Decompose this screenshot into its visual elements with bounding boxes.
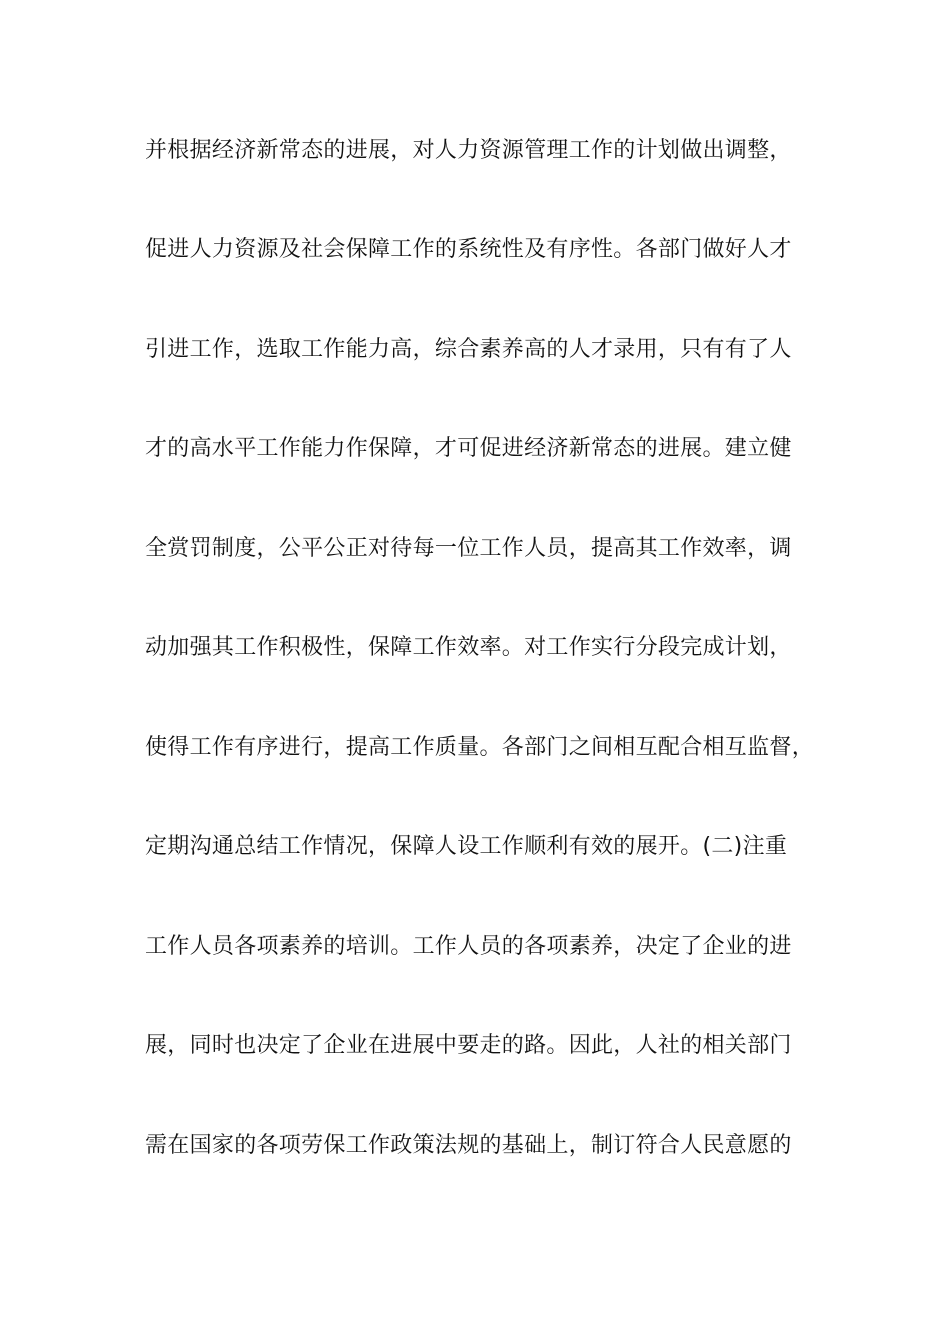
text-line-4: 才的高水平工作能力作保障，才可促进经济新常态的进展。建立健 — [145, 436, 792, 461]
text-line-6: 动加强其工作积极性，保障工作效率。对工作实行分段完成计划， — [145, 635, 792, 660]
text-line-1: 并根据经济新常态的进展，对人力资源管理工作的计划做出调整， — [145, 138, 792, 163]
text-line-8: 定期沟通总结工作情况，保障人设工作顺利有效的展开。(二)注重 — [145, 834, 788, 859]
text-line-10: 展，同时也决定了企业在进展中要走的路。因此，人社的相关部门 — [145, 1033, 792, 1058]
text-line-7: 使得工作有序进行，提高工作质量。各部门之间相互配合相互监督， — [145, 735, 815, 760]
text-line-5: 全赏罚制度，公平公正对待每一位工作人员，提高其工作效率，调 — [145, 536, 792, 561]
text-line-3: 引进工作，选取工作能力高，综合素养高的人才录用，只有有了人 — [145, 337, 792, 362]
text-line-9: 工作人员各项素养的培训。工作人员的各项素养，决定了企业的进 — [145, 934, 792, 959]
text-line-11: 需在国家的各项劳保工作政策法规的基础上，制订符合人民意愿的 — [145, 1133, 792, 1158]
text-line-2: 促进人力资源及社会保障工作的系统性及有序性。各部门做好人才 — [145, 237, 792, 262]
